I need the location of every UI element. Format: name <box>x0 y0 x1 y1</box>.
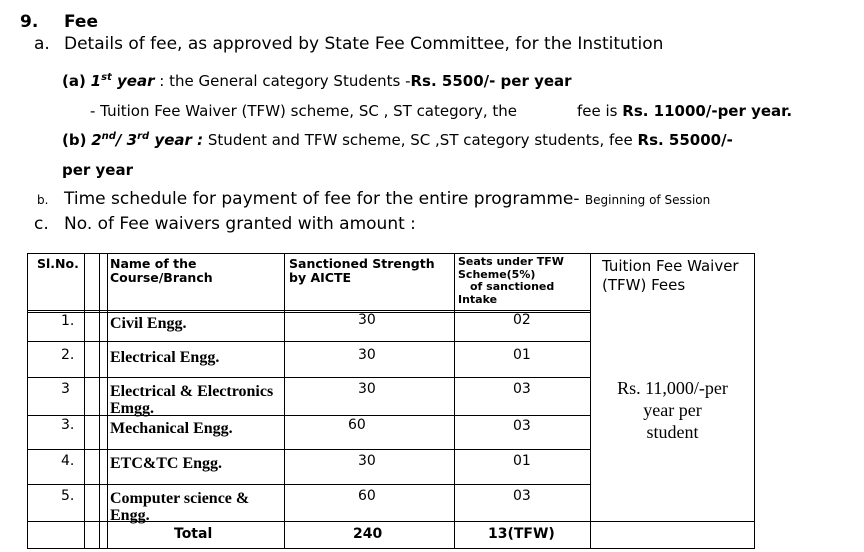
header-sl-no: Sl.No. <box>37 256 79 271</box>
row-divider <box>27 484 591 485</box>
row-6-strength: 60 <box>358 488 376 504</box>
sub-a-amount: Rs. 5500/- per year <box>410 72 572 90</box>
row-5-course: ETC&TC Engg. <box>110 455 223 472</box>
sub-b-desc: Student and TFW scheme, SC ,ST category students, fee <box>203 131 638 149</box>
row-divider <box>27 312 591 313</box>
sub-b-line <box>62 131 733 149</box>
table-border-left <box>27 253 28 549</box>
row-6-sl: 5. <box>61 488 75 504</box>
header-tfw-seats: Seats under TFW Scheme(5%) of sanctioned Intake <box>458 255 564 306</box>
sub-b-amount-cont: per year <box>62 161 134 179</box>
table-border-top <box>27 253 755 254</box>
sub-a-year: 1st year <box>90 72 155 90</box>
fee-waiver-table <box>27 253 755 549</box>
row-1-strength: 30 <box>358 312 376 328</box>
sub-a-marker: (a) <box>62 72 86 90</box>
sub-b-marker: (b) <box>62 131 87 149</box>
row-divider <box>27 310 591 311</box>
tfw-line-fee: fee is Rs. 11000/-per year. <box>577 102 793 120</box>
row-5-sl: 4. <box>61 453 75 469</box>
row-4-course: Mechanical Engg. <box>110 420 233 437</box>
row-divider <box>27 377 591 378</box>
row-4-seats: 03 <box>513 418 531 434</box>
item-b-note: Beginning of Session <box>584 193 711 207</box>
sub-a-line <box>62 72 572 90</box>
row-2-sl: 2. <box>61 347 75 363</box>
row-6-seats: 03 <box>513 488 531 504</box>
row-5-strength: 30 <box>358 453 376 469</box>
table-border-bottom <box>27 548 755 549</box>
sub-b-years: 2nd/ 3rd year : <box>91 131 204 149</box>
tfw-line-prefix: - Tuition Fee Waiver (TFW) scheme, SC , ST category, the <box>90 102 518 120</box>
item-b-text: Time schedule for payment of fee for the entire programme- <box>64 189 580 209</box>
row-6-course: Computer science & Engg. <box>110 490 250 524</box>
col-divider <box>107 253 108 549</box>
row-divider <box>27 341 591 342</box>
header-tfw-fees: Tuition Fee Waiver (TFW) Fees <box>602 257 739 294</box>
row-4-sl: 3. <box>61 417 75 433</box>
item-a-marker: a. <box>34 34 50 54</box>
item-b-line <box>64 189 710 209</box>
header-sanctioned-strength: Sanctioned Strength by AICTE <box>289 256 435 285</box>
total-label: Total <box>174 526 213 542</box>
row-1-course: Civil Engg. <box>110 315 187 332</box>
header-course: Name of the Course/Branch <box>110 256 213 285</box>
row-3-seats: 03 <box>513 381 531 397</box>
row-2-course: Electrical Engg. <box>110 349 220 366</box>
item-a-text: Details of fee, as approved by State Fee Committee, for the Institution <box>64 34 664 54</box>
section-title: Fee <box>64 12 98 32</box>
section-number: 9. <box>20 12 39 32</box>
row-divider <box>27 449 591 450</box>
row-2-seats: 01 <box>513 347 531 363</box>
sub-a-desc: : the General category Students - <box>154 72 411 90</box>
tfw-line-amount: Rs. 11000/-per year. <box>622 102 793 120</box>
total-seats: 13(TFW) <box>488 526 555 542</box>
row-5-seats: 01 <box>513 453 531 469</box>
col-divider <box>84 253 85 549</box>
sub-b-amount: Rs. 55000/- <box>637 131 733 149</box>
row-3-sl: 3 <box>61 381 70 397</box>
col-divider <box>284 253 285 549</box>
col-divider <box>454 253 455 549</box>
col-divider <box>99 253 100 549</box>
row-3-strength: 30 <box>358 381 376 397</box>
tfw-fee-amount: Rs. 11,000/-per year per student <box>617 378 728 442</box>
item-c-text: No. of Fee waivers granted with amount : <box>64 214 416 234</box>
item-c-marker: c. <box>34 214 49 234</box>
row-2-strength: 30 <box>358 347 376 363</box>
row-4-strength: 60 <box>348 417 366 433</box>
row-1-seats: 02 <box>513 312 531 328</box>
table-border-right <box>754 253 755 549</box>
item-b-marker: b. <box>37 193 49 207</box>
row-1-sl: 1. <box>61 313 75 329</box>
total-strength: 240 <box>353 526 383 542</box>
row-3-course: Electrical & Electronics Emgg. <box>110 383 274 417</box>
